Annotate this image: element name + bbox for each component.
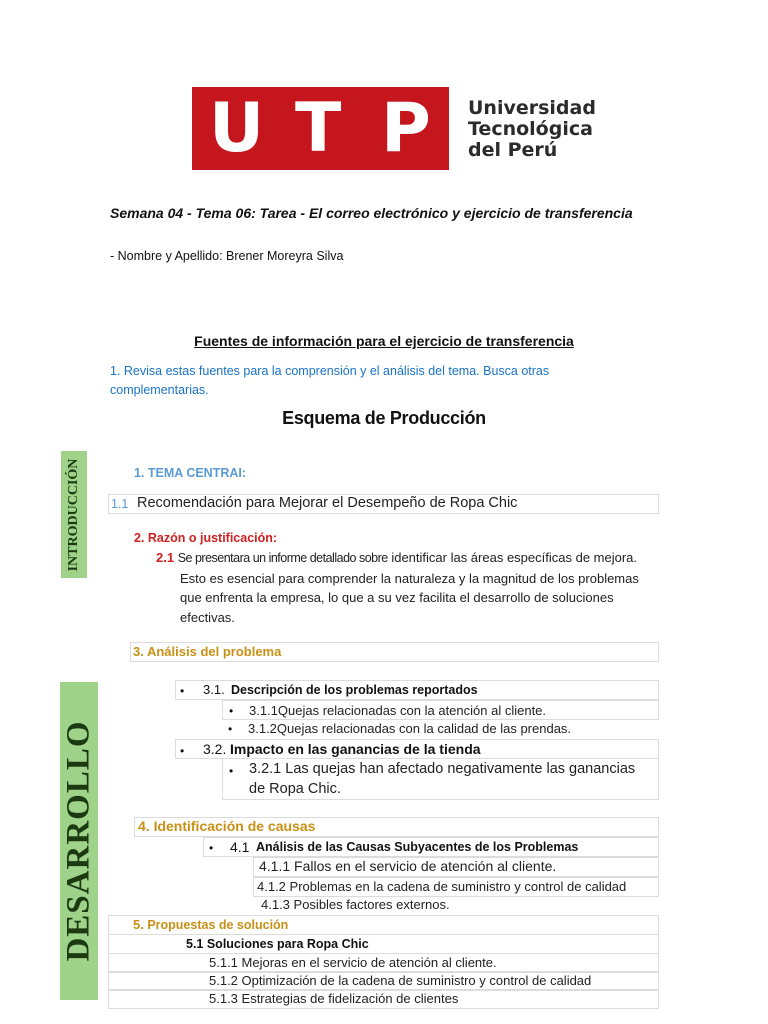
section-1-box <box>108 494 659 514</box>
section-2-paragraph: 2.1 Se presentara un informe detallado sobre identificar las áreas específicas de mejora. Esto es esencial para comprender la naturaleza y la magnitud de los problemas que enfrenta la empresa, lo que a su vez facilita el desarrollo de soluciones efectivas. <box>156 550 639 625</box>
item-5-1-2: 5.1.2 Optimización de la cadena de suministro y control de calidad <box>108 971 659 991</box>
item-4-1: • 4.1 Análisis de las Causas Subyacentes de los Problemas <box>203 837 659 857</box>
sidebar-introduccion-label: INTRODUCCIÓN <box>66 458 81 571</box>
item-4-1-3: 4.1.3 Posibles factores externos. <box>261 897 450 912</box>
section-3-box <box>130 642 659 662</box>
university-name: Universidad Tecnológica del Perú <box>468 97 596 161</box>
item-4-1-title: Análisis de las Causas Subyacentes de los Problemas <box>256 840 579 854</box>
item-3-1-1: • 3.1.1Quejas relacionadas con la atención al cliente. <box>222 700 659 720</box>
section-1-number: 1.1 <box>111 497 129 511</box>
item-3-1-2: • 3.1.2Quejas relacionadas con la calidad de las prendas. <box>228 721 572 736</box>
item-3-2-title: Impacto en las ganancias de la tienda <box>230 741 481 757</box>
utp-logo <box>192 87 449 170</box>
logo-letter-u: U <box>209 89 265 168</box>
section-2-heading: 2. Razón o justificación: <box>134 531 278 545</box>
item-5-1-1: 5.1.1 Mejoras en el servicio de atención al cliente. <box>108 953 659 973</box>
week-title: Semana 04 - Tema 06: Tarea - El correo electrónico y ejercicio de transferencia <box>110 205 633 221</box>
item-3-1: • 3.1. Descripción de los problemas reportados <box>175 680 659 700</box>
student-name: - Nombre y Apellido: Brener Moreyra Silva <box>110 249 344 263</box>
section-5-box <box>108 915 659 935</box>
schema-title: Esquema de Producción <box>282 408 486 428</box>
item-4-1-1: 4.1.1 Fallos en el servicio de atención al cliente. <box>253 857 659 877</box>
item-3-2: • 3.2. Impacto en las ganancias de la tienda <box>175 739 659 759</box>
section-1-text: Recomendación para Mejorar el Desempeño de Ropa Chic <box>137 495 518 511</box>
logo-letter-p: P <box>381 89 431 168</box>
section-4-heading: 4. Identificación de causas <box>138 818 316 834</box>
item-4-1-2: 4.1.2 Problemas en la cadena de suministro y control de calidad <box>253 877 659 897</box>
instruction-text: 1. Revisa estas fuentes para la comprensión y el análisis del tema. Busca otras complementarias. <box>110 364 550 397</box>
sidebar-introduccion <box>61 451 87 578</box>
sidebar-desarrollo-label: DESARROLLO <box>60 720 97 962</box>
item-3-2-1: • 3.2.1 Las quejas han afectado negativamente las ganancias de Ropa Chic. <box>222 758 659 800</box>
section-3-heading: 3. Análisis del problema <box>133 644 282 659</box>
sources-title: Fuentes de información para el ejercicio de transferencia <box>194 333 574 349</box>
item-5-1-3: 5.1.3 Estrategias de fidelización de clientes <box>108 989 659 1009</box>
item-3-1-title: Descripción de los problemas reportados <box>231 683 478 697</box>
sidebar-desarrollo <box>60 682 98 1000</box>
item-5-1: 5.1 Soluciones para Ropa Chic <box>108 934 659 954</box>
section-2-number: 2.1 <box>156 550 175 565</box>
section-4-box <box>134 817 659 837</box>
logo-letter-t: T <box>295 89 342 168</box>
section-1-heading: 1. TEMA CENTRAI: <box>134 466 247 480</box>
section-5-heading: 5. Propuestas de solución <box>133 917 289 932</box>
